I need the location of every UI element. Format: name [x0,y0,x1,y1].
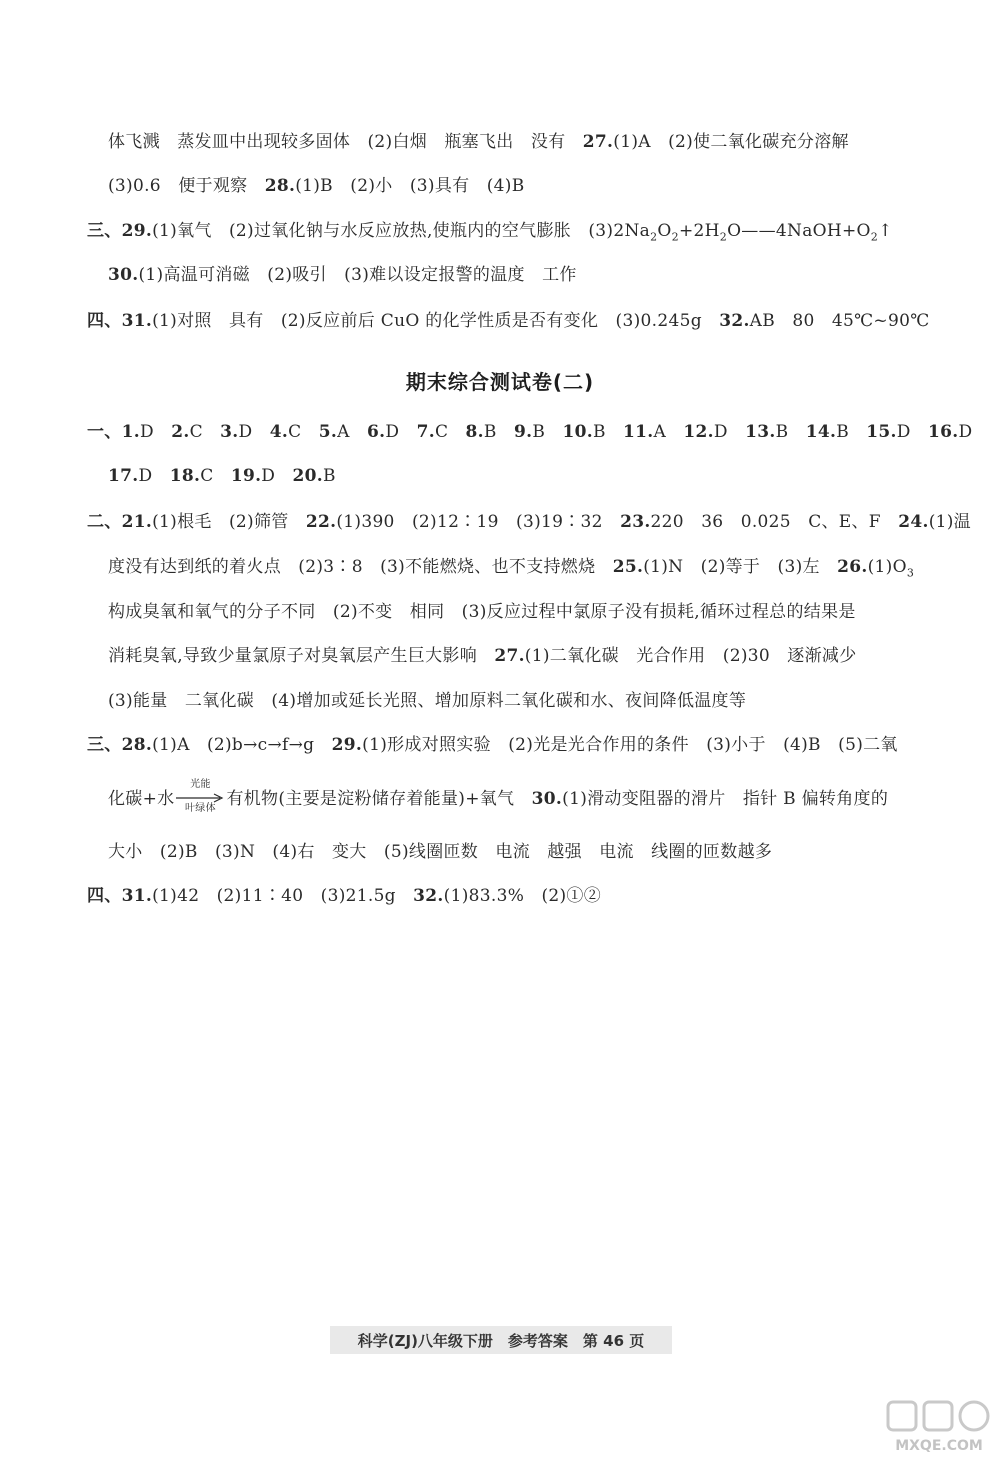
question-number: 31. [121,886,153,906]
question-number: 25. [612,557,644,577]
answer-text: (1)二氧化碳 光合作用 (2)30 逐渐减少 [524,646,857,666]
watermark-logo [884,1398,994,1460]
question-number: 16. [928,422,959,442]
question-number: 2. [171,422,190,442]
answer-text: C [200,466,231,486]
question-number: 29. [331,735,363,755]
question-number: 一、 [87,422,122,442]
answer-text: D [896,422,928,442]
question-number: 28. [264,176,296,196]
subscript: 2 [870,230,879,244]
answer-text: +2H [678,221,720,241]
answer-text: 体飞溅 蒸发皿中出现较多固体 (2)白烟 瓶塞飞出 没有 [108,132,583,152]
question-number: 6. [366,422,386,442]
question-number: 12. [683,422,714,442]
reaction-arrow [174,779,226,814]
answer-text: (1)390 (2)12∶19 (3)19∶32 [336,512,621,532]
answer-text: (1)N (2)等于 (3)左 [643,557,838,577]
answer-text: D [958,422,973,442]
answer-text: AB 80 45℃~90℃ [749,311,930,331]
answer-line-8 [87,510,971,534]
answer-text: D [261,466,293,486]
question-number: 15. [866,422,897,442]
subscript: 2 [671,230,679,244]
question-number: 28. [121,735,153,755]
answer-line-16 [87,884,601,908]
answer-text: (3)能量 二氧化碳 (4)增加或延长光照、增加原料二氧化碳和水、夜间降低温度等 [108,691,747,711]
answer-line-9 [108,555,914,585]
answer-text: (1)83.3% (2)①② [443,886,602,906]
answer-text: (1)A (2)b→c→f→g [152,735,332,755]
question-number: 21. [121,512,153,532]
answer-text: (1)高温可消磁 (2)吸引 (3)难以设定报警的温度 工作 [138,265,577,285]
answer-text: B [836,422,867,442]
answer-text: (1)温 [928,512,971,532]
answer-text: ↑ [878,221,893,241]
question-number: 三、 [87,221,122,241]
question-number: 32. [719,311,750,331]
answer-text: O——4NaOH+O [727,221,871,241]
question-number: 20. [292,466,324,486]
answer-text: D [238,422,270,442]
question-number: 四、 [87,311,122,331]
answer-line-1 [108,130,849,154]
answer-text: 化碳+水 [108,789,175,809]
answer-text: B [775,422,806,442]
answer-line-15 [108,840,772,864]
answer-text: A [337,422,367,442]
arrow-icon [174,793,226,803]
answer-text: O [657,221,672,241]
question-number: 23. [620,512,651,532]
section-title: 期末综合测试卷(二) [405,370,595,394]
answer-text: D [138,466,170,486]
question-number: 8. [465,422,484,442]
answer-text: D [713,422,746,442]
answer-line-13 [87,733,898,757]
answer-text: D [139,422,172,442]
question-number: 19. [230,466,262,486]
answer-text: (1)对照 具有 (2)反应前后 CuO 的化学性质是否有变化 (3)0.245g [152,311,720,331]
answer-line-4 [108,263,577,287]
question-number: 7. [416,422,435,442]
question-number: 13. [745,422,776,442]
question-number: 32. [413,886,444,906]
answer-text: B [532,422,563,442]
subscript: 2 [650,230,658,244]
answer-text: 有机物(主要是淀粉储存着能量)+氧气 [226,789,532,809]
answer-text: (3)0.6 便于观察 [108,176,265,196]
question-number: 31. [121,311,153,331]
watermark-text: MXQE.COM [895,1438,983,1454]
answer-text: 构成臭氧和氧气的分子不同 (2)不变 相同 (3)反应过程中氯原子没有损耗,循环过程总的结果是 [108,602,856,622]
answer-text: (1)B (2)小 (3)具有 (4)B [295,176,525,196]
question-number: 27. [582,132,614,152]
arrow-condition-above: 光能 [190,779,211,790]
question-number: 二、 [87,512,122,532]
answer-line-5 [87,309,930,333]
question-number: 四、 [87,886,122,906]
question-number: 4. [269,422,289,442]
answer-line-11 [108,644,857,668]
arrow-condition-below: 叶绿体 [185,803,216,814]
answer-line-12 [108,689,746,713]
answer-text: C [288,422,319,442]
answer-text: (1)氧气 (2)过氧化钠与水反应放热,使瓶内的空气膨胀 (3)2Na [152,221,651,241]
answer-text: B [323,466,336,486]
answer-text: 220 36 0.025 C、E、F [650,512,899,532]
answer-line-7 [108,464,336,488]
answer-text: (1)A (2)使二氧化碳充分溶解 [613,132,849,152]
subscript: 2 [719,230,728,244]
question-number: 18. [169,466,201,486]
answer-line-14 [108,779,889,814]
question-number: 11. [623,422,654,442]
question-number: 22. [305,512,337,532]
answer-line-10 [108,600,856,624]
question-number: 三、 [87,735,122,755]
question-number: 30. [108,265,139,285]
question-number: 3. [220,422,239,442]
answer-text: C [434,422,466,442]
answer-text: (1)形成对照实验 (2)光是光合作用的条件 (3)小于 (4)B (5)二氧 [362,735,898,755]
footer-text: 科学(ZJ)八年级下册 参考答案 第 46 页 [357,1332,645,1350]
question-number: 14. [805,422,837,442]
answer-text: A [653,422,684,442]
question-number: 24. [898,512,929,532]
answer-text: (1)42 (2)11∶40 (3)21.5g [152,886,414,906]
answer-text: (1)滑动变阻器的滑片 指针 B 偏转角度的 [562,789,889,809]
answer-text: 度没有达到纸的着火点 (2)3∶8 (3)不能燃烧、也不支持燃烧 [108,557,613,577]
answer-text: 消耗臭氧,导致少量氯原子对臭氧层产生巨大影响 [108,646,495,666]
question-number: 5. [318,422,338,442]
watermark-icon [884,1398,994,1440]
answer-text: B [483,422,514,442]
answer-line-3 [87,219,893,249]
answer-line-2 [108,174,525,198]
question-number: 9. [514,422,533,442]
answer-text: 大小 (2)B (3)N (4)右 变大 (5)线圈匝数 电流 越强 电流 线圈的匝数越多 [108,842,773,862]
question-number: 17. [108,466,139,486]
question-number: 30. [531,789,563,809]
question-number: 10. [562,422,593,442]
answer-text: D [385,422,417,442]
answer-text: (1)根毛 (2)筛管 [152,512,306,532]
question-number: 27. [494,646,525,666]
answer-text: (1)O [867,557,907,577]
page-footer [330,1326,672,1354]
answer-text: B [592,422,624,442]
answer-line-6 [87,420,972,444]
answer-text: C [189,422,221,442]
question-number: 1. [121,422,140,442]
subscript: 3 [906,566,915,580]
question-number: 26. [837,557,868,577]
question-number: 29. [121,221,153,241]
